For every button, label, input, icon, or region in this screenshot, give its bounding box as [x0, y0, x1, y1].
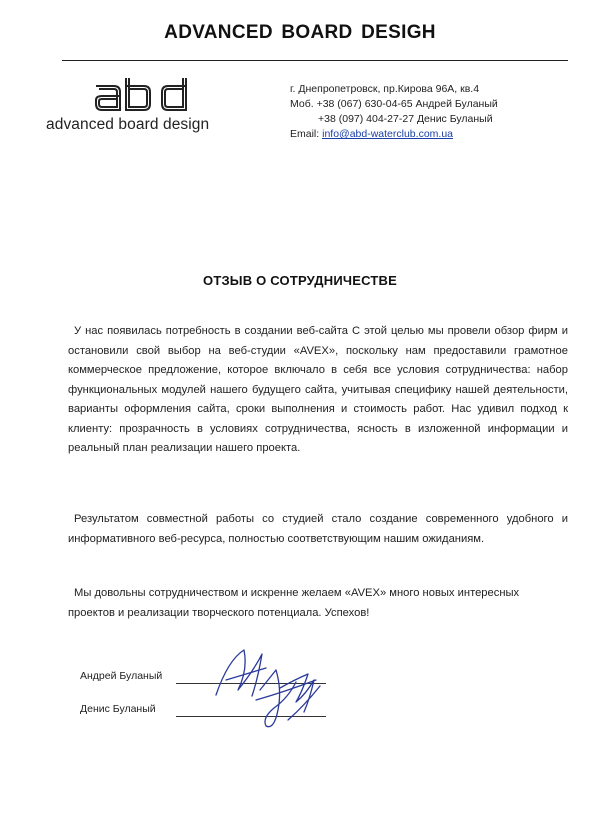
handwritten-signature [196, 640, 346, 740]
phone-2: +38 (097) 404-27-27 Денис Буланый [318, 113, 493, 125]
company-logo [46, 76, 246, 138]
contact-block [290, 82, 498, 142]
letter-title: ОТЗЫВ О СОТРУДНИЧЕСТВЕ [203, 273, 397, 288]
signer-2-name: Денис Буланый [80, 703, 156, 715]
abd-logo-mark [90, 76, 200, 118]
header-divider [62, 60, 568, 61]
paragraph-1: У нас появилась потребность в создании веб-сайта С этой целью мы провели обзор фирм и остановили свой выбор на веб-студии «AVEX», поскольку нам предоставили грамотное коммерческое предложение, которое включало в себя все условия сотрудничества: набор функциональных модулей нашего будущего сайта, учитывая специфику нашей деятельности, варианты оформления сайта, сроки выполнения и стоимость работ. Нас удивил подход к клиенту: прозрачность в условиях сотрудничества, ясность в изложенной информации и реальный план реализации нашего проекта. [68, 325, 568, 454]
paragraph-3: Мы довольны сотрудничеством и искренне желаем «AVEX» много новых интересных проектов и реализации творческого потенциала. Успехов! [68, 587, 520, 619]
company-title: ADVANCED BOARD DESIGH [164, 22, 436, 43]
logo-tagline: advanced board design [46, 116, 210, 133]
email-line [290, 127, 498, 142]
phone-1: +38 (067) 630-04-65 Андрей Буланый [316, 98, 498, 110]
phone-line-1 [290, 97, 498, 112]
paragraph-2: Результатом совместной работы со студией стало создание современного удобного и информативного веб-ресурса, полностью соответствующим нашим ожиданиям. [68, 513, 568, 545]
email-label: Email: [290, 128, 320, 140]
email-link[interactable]: info@abd-waterclub.com.ua [322, 128, 454, 140]
address-line: г. Днепропетровск, пр.Кирова 96А, кв.4 [290, 83, 480, 95]
phone-prefix: Моб. [290, 98, 314, 110]
signer-1-name: Андрей Буланый [80, 670, 163, 682]
